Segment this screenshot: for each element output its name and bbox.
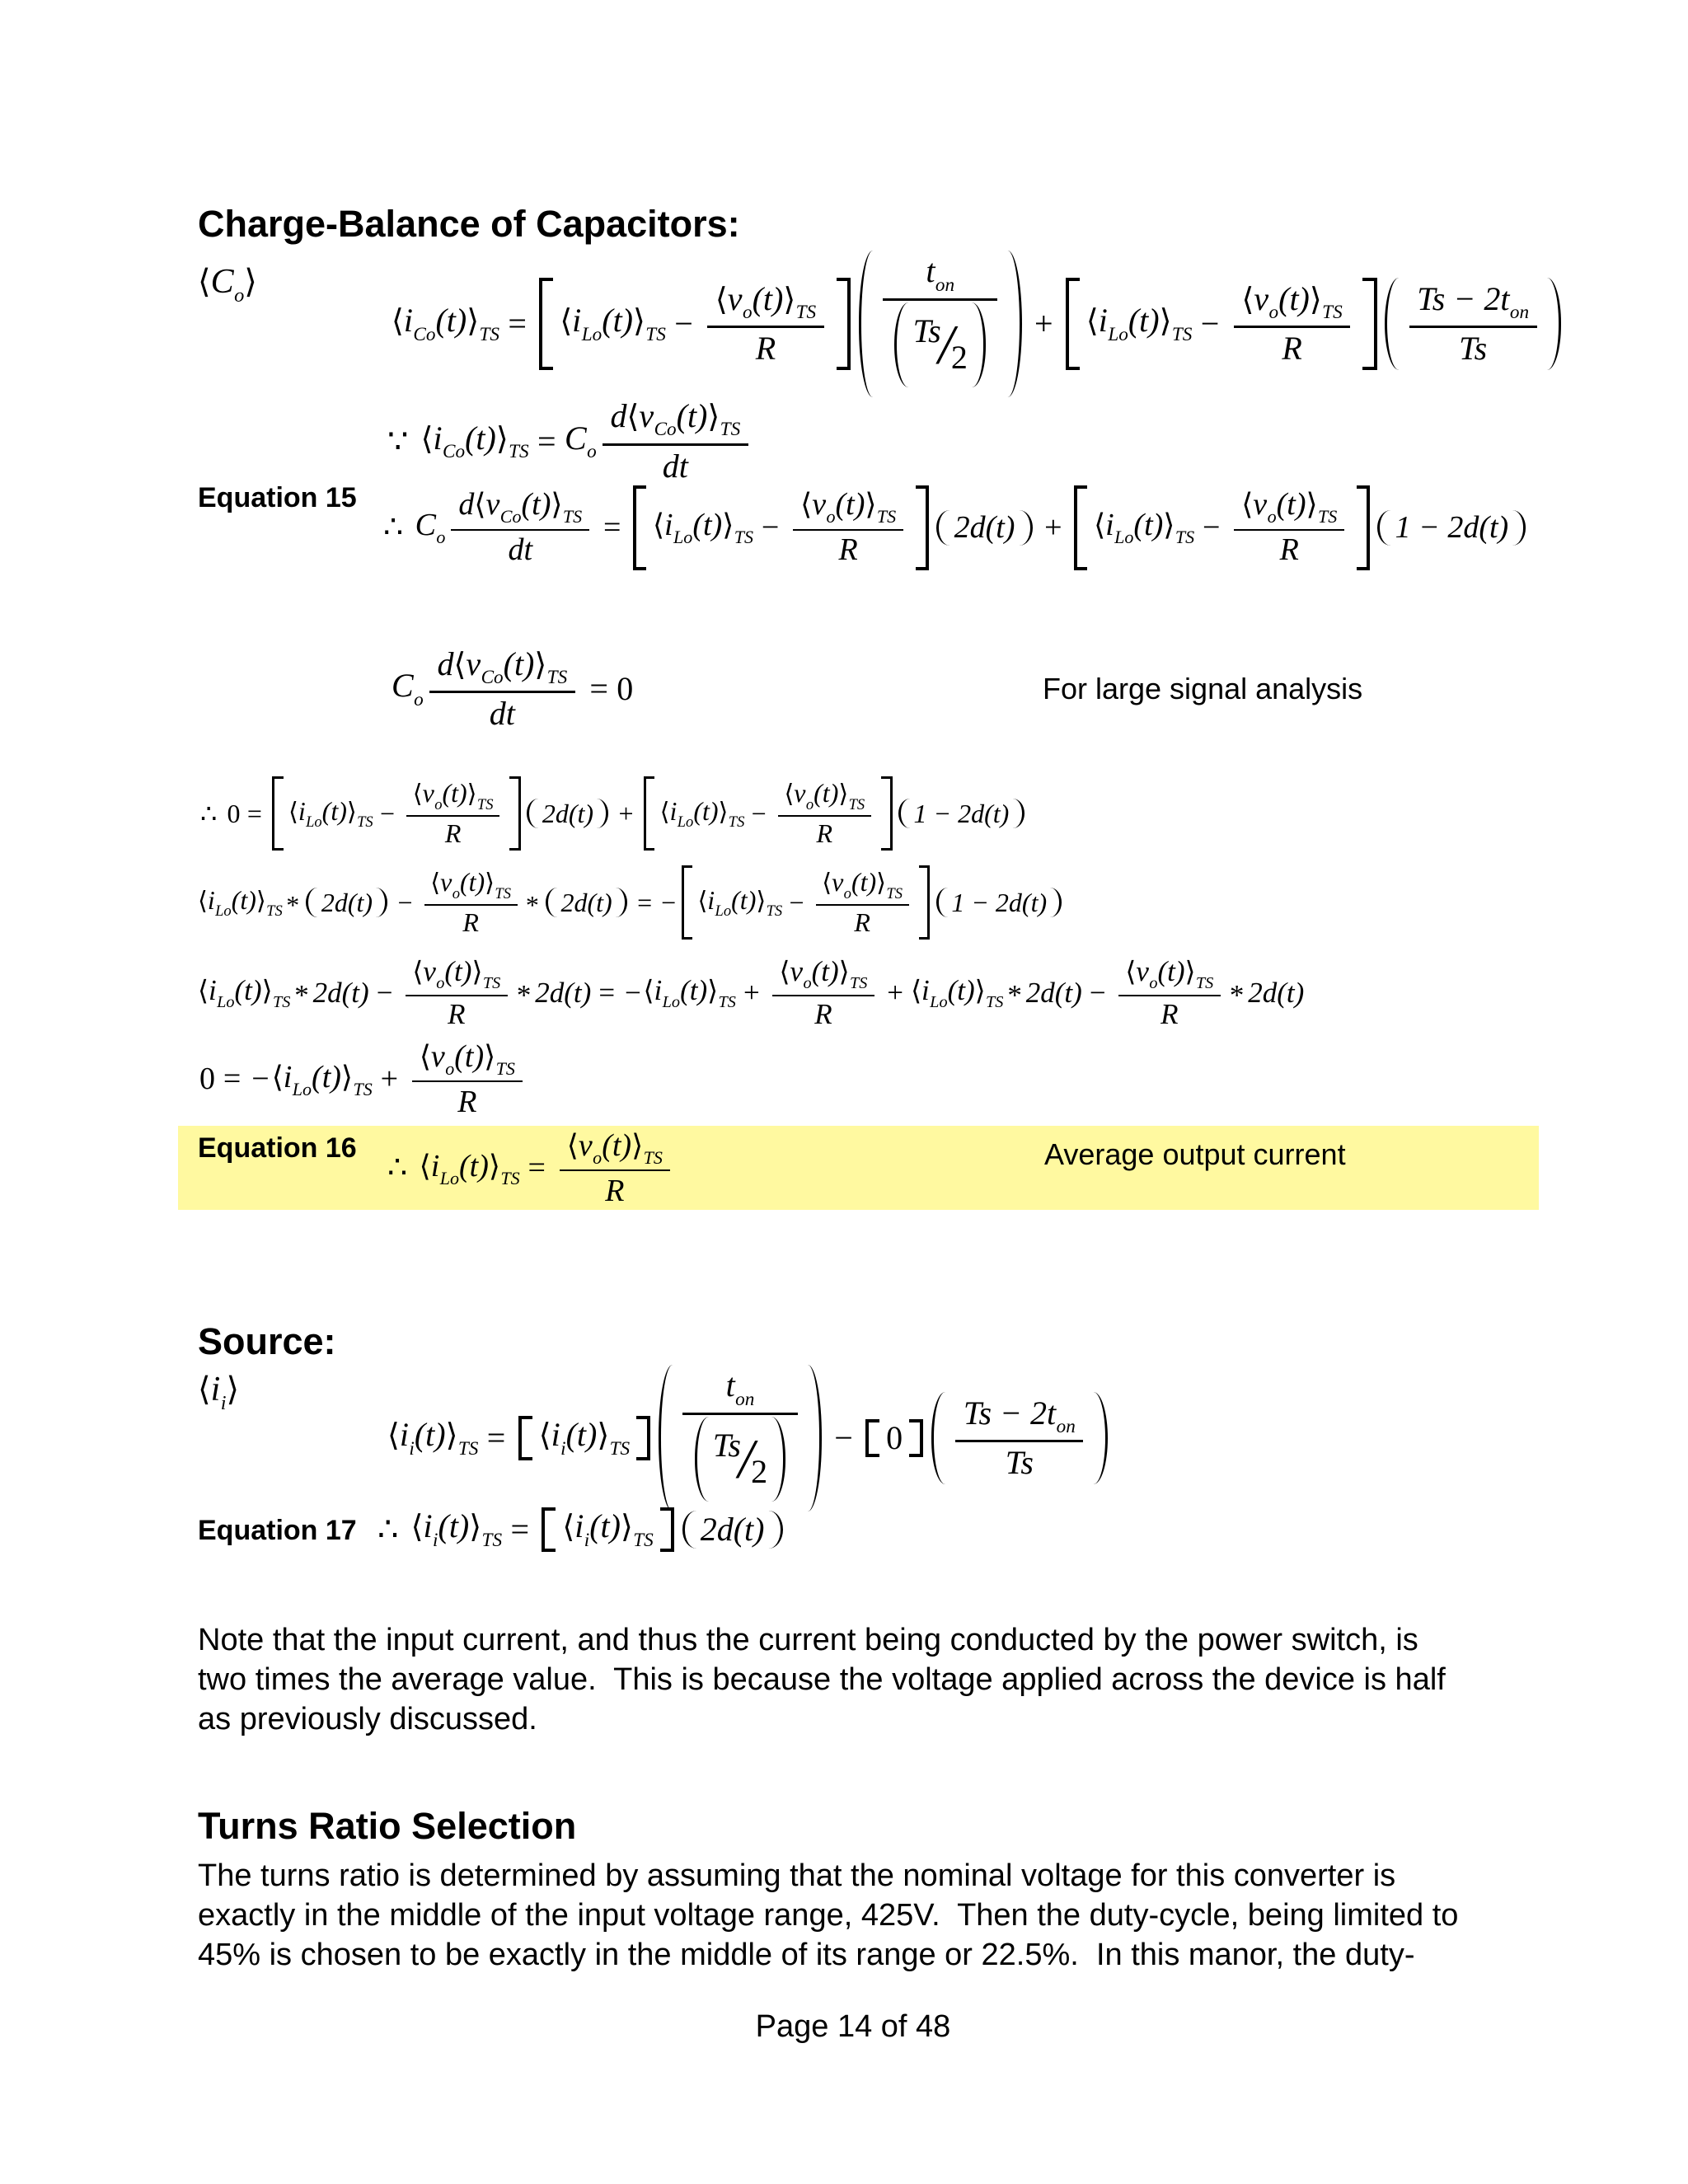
paragraph-line: Note that the input current, and thus the current being conducted by the power switch, is: [198, 1623, 1418, 1657]
left-bracket: [865, 1419, 879, 1457]
paren-1-minus-2dt: 1 − 2d(t): [1376, 493, 1527, 563]
paren-Ts-over-2: Ts / 2: [693, 1417, 787, 1501]
right-paren: [768, 1511, 782, 1549]
frac-ton-over-Ts2: $t_{on}$ Ts / 2: [883, 251, 997, 397]
right-bracket: [509, 776, 521, 850]
right-bracket: [916, 485, 930, 570]
paragraph-line: 45% is chosen to be exactly in the middle of its range or 22.5%. In this manor, the duty-: [198, 1938, 1415, 1972]
left-bracket: [518, 1416, 532, 1460]
page-footer: Page 14 of 48: [755, 2009, 951, 2044]
right-bracket: [1357, 485, 1371, 570]
left-paren: [695, 1417, 709, 1501]
left-bracket: [542, 1507, 556, 1551]
term-avg-input-current: $⟨i_i(t)⟩_{TS}$: [387, 1416, 479, 1460]
left-bracket: [682, 865, 693, 939]
right-paren: [1093, 1392, 1107, 1484]
term-avg-inductor-current: $⟨i_{Lo}(t)⟩_{TS}$: [643, 973, 736, 1011]
right-paren: [616, 888, 628, 918]
left-paren: [1385, 278, 1399, 370]
term-avg-inductor-current: $⟨i_{Lo}(t)⟩_{TS}$: [1085, 302, 1193, 345]
bracket-group: $⟨i_{Lo}(t)⟩_{TS}$ − $\frac{⟨v_o(t)⟩_{TS}}{R}$: [1066, 243, 1377, 405]
frac-ton-over-Ts2: $t_{on}$ Ts / 2: [682, 1365, 797, 1511]
left-bracket: [1066, 278, 1080, 370]
paragraph-line: two times the average value. This is because the voltage applied across the device is half: [198, 1662, 1446, 1697]
term-avg-inductor-current: $⟨i_{Lo}(t)⟩_{TS}$: [288, 795, 373, 831]
left-paren: [894, 302, 908, 387]
term-avg-inductor-current: $⟨i_{Lo}(t)⟩_{TS}$: [419, 1148, 520, 1188]
paragraph-turns-ratio: [198, 1856, 1458, 1975]
term-Co: $C_o$: [415, 508, 446, 548]
bracket-group-zero: 0: [865, 1405, 923, 1471]
frac-vo-over-R: $\frac{⟨v_o(t)⟩_{TS}}{R}$: [707, 278, 823, 370]
paragraph-line: as previously discussed.: [198, 1702, 537, 1736]
right-paren: [808, 1365, 822, 1511]
right-bracket: [837, 278, 851, 370]
left-paren: [931, 1392, 945, 1484]
left-bracket: [272, 776, 284, 850]
term-avg-inductor-current: $⟨i_{Lo}(t)⟩_{TS}$: [1094, 508, 1195, 548]
frac-dvCo-over-dt: $\frac{d⟨v_{Co}(t)⟩_{TS}}{dt}$: [603, 396, 748, 488]
left-paren: [1377, 510, 1391, 546]
frac-dvCo-over-dt: $\frac{d⟨v_{Co}(t)⟩_{TS}}{dt}$: [429, 643, 575, 735]
right-bracket: [636, 1416, 650, 1460]
left-paren: [936, 888, 949, 918]
note-large-signal: For large signal analysis: [1043, 672, 1363, 705]
paren-duty-off: [930, 1382, 1109, 1494]
bracket-group: [542, 1494, 674, 1566]
section-heading-charge-balance: Charge-Balance of Capacitors:: [198, 203, 740, 245]
frac-Tsminus2ton-over-Ts: $\frac{Ts - 2t_{on}}{Ts}$: [955, 1392, 1083, 1484]
left-paren: [859, 251, 873, 397]
frac-dvCo-over-dt: $\frac{d⟨v_{Co}(t)⟩_{TS}}{dt}$: [451, 485, 589, 570]
left-paren: [682, 1511, 696, 1549]
bracket-group: $⟨i_{Lo}(t)⟩_{TS}$ − $\frac{⟨v_o(t)⟩_{TS}}{R}$: [633, 463, 929, 592]
frac-vo-over-R: $\frac{⟨v_o(t)⟩_{TS}}{R}$: [793, 485, 903, 570]
frac-vo-over-R: $\frac{⟨v_o(t)⟩_{TS}}{R}$: [778, 776, 871, 850]
term-avg-inductor-current: $⟨i_{Lo}(t)⟩_{TS}$: [198, 973, 291, 1011]
term-avg-input-current: $⟨i_i(t)⟩_{TS}$: [538, 1416, 631, 1460]
left-paren: [306, 888, 318, 918]
term-avg-input-current: $⟨i_i(t)⟩_{TS}$: [410, 1507, 503, 1551]
equation-because-capacitor: ∵ $⟨i_{Co}(t)⟩_{TS}$ = $C_o$ $\frac{d⟨v_{Co}(t)⟩_{TS}}{dt}$: [387, 386, 754, 497]
term-avg-inductor-current: $⟨i_{Lo}(t)⟩_{TS}$: [697, 884, 783, 920]
right-bracket: [660, 1507, 674, 1551]
bracket-group: $⟨i_{Lo}(t)⟩_{TS}$ − $\frac{⟨v_o(t)⟩_{TS}}{R}$: [682, 847, 931, 958]
term-Co: $C_o$: [565, 419, 597, 463]
frac-vo-over-R: $\frac{⟨v_o(t)⟩_{TS}}{R}$: [772, 953, 874, 1033]
paren-duty-on: [857, 241, 1023, 407]
left-paren: [546, 888, 558, 918]
equation-zero-balance: ∴ 0 = $⟨i_{Lo}(t)⟩_{TS}$ − $\frac{⟨v_o(t)⟩_{TS}}{R}$ 2d(t) + $⟨i_{Lo}(t)⟩_{TS}$ − $\frac{⟨v_o(t)⟩_{TS}}{R}$ 1 − 2d(t): [200, 756, 1027, 871]
frac-vo-over-R: $\frac{⟨v_o(t)⟩_{TS}}{R}$: [406, 776, 499, 850]
paren-duty-off: [1384, 268, 1563, 380]
equation-large-signal: $C_o$ $\frac{d⟨v_{Co}(t)⟩_{TS}}{dt}$ = 0: [392, 641, 633, 737]
paren-2dt: 2d(t): [305, 882, 388, 923]
term-avg-input-current: $⟨i_i(t)⟩_{TS}$: [562, 1507, 654, 1551]
term-avg-inductor-current: $⟨i_{Lo}(t)⟩_{TS}$: [659, 795, 745, 831]
note-average-output-current: Average output current: [1044, 1137, 1346, 1171]
term-ii-averaged: $⟨i_i⟩$: [198, 1371, 240, 1414]
right-paren: [597, 799, 609, 829]
equation-16: ∴ $⟨i_{Lo}(t)⟩_{TS}$ = $\frac{⟨v_o(t)⟩_{TS}}{R}$: [387, 1129, 676, 1208]
frac-Tsminus2ton-over-Ts: $\frac{Ts - 2t_{on}}{Ts}$: [1409, 278, 1537, 370]
left-bracket: [1074, 485, 1088, 570]
bracket-group: $⟨i_{Lo}(t)⟩_{TS}$ − $\frac{⟨v_o(t)⟩_{TS}}{R}$: [644, 758, 893, 869]
frac-vo-over-R: $\frac{⟨v_o(t)⟩_{TS}}{R}$: [1234, 278, 1350, 370]
frac-vo-over-R: $\frac{⟨v_o(t)⟩_{TS}}{R}$: [560, 1127, 670, 1212]
equation-16-label: Equation 16: [198, 1132, 357, 1164]
paren-2dt: 2d(t): [681, 1504, 784, 1555]
bracket-group: $⟨i_{Lo}(t)⟩_{TS}$ − $\frac{⟨v_o(t)⟩_{TS}}{R}$: [272, 758, 521, 869]
left-paren: [898, 799, 911, 829]
right-paren: [1007, 251, 1021, 397]
paren-2dt: 2d(t): [935, 493, 1034, 563]
equation-15-label: Equation 15: [198, 482, 357, 513]
diagonal-slash: /: [938, 313, 954, 377]
left-paren: [936, 510, 950, 546]
equation-input-current: $⟨i_i(t)⟩_{TS}$ = $⟨i_i(t)⟩_{TS}$ $t_{on}$ Ts / 2 − 0 $\frac{Ts - 2t_{on}}{Ts}$: [387, 1356, 1112, 1521]
equation-simplified: 0 = − $⟨i_{Lo}(t)⟩_{TS}$ + $\frac{⟨v_o(t)⟩_{TS}}{R}$: [199, 1024, 528, 1135]
term-Co-averaged: $⟨C_o⟩$: [198, 263, 257, 307]
paragraph-input-current-note: [198, 1620, 1446, 1739]
frac-vo-over-R: $\frac{⟨v_o(t)⟩_{TS}}{R}$: [1118, 953, 1221, 1033]
equation-15: ∴ $C_o$ $\frac{d⟨v_{Co}(t)⟩_{TS}}{dt}$ = $⟨i_{Lo}(t)⟩_{TS}$ − $\frac{⟨v_o(t)⟩_{TS}}{R}$ 2d(t) + $⟨i_{Lo}(t)⟩_{TS}$ − $\frac{⟨v_o(t)⟩_{TS}}{R}$ 1 − 2d(t): [383, 456, 1530, 600]
left-bracket: [644, 776, 655, 850]
bracket-group: $⟨i_{Lo}(t)⟩_{TS}$ − $\frac{⟨v_o(t)⟩_{TS}}{R}$: [1074, 463, 1370, 592]
frac-vo-over-R: $\frac{⟨v_o(t)⟩_{TS}}{R}$: [424, 865, 518, 939]
left-paren: [659, 1365, 673, 1511]
term-avg-inductor-current: $⟨i_{Lo}(t)⟩_{TS}$: [198, 884, 283, 920]
paren-Ts-over-2: Ts / 2: [893, 302, 987, 387]
right-bracket: [909, 1419, 923, 1457]
frac-vo-over-R: $\frac{⟨v_o(t)⟩_{TS}}{R}$: [412, 1038, 523, 1122]
right-paren: [972, 302, 986, 387]
term-avg-inductor-current: $⟨i_{Lo}(t)⟩_{TS}$: [911, 973, 1004, 1011]
right-paren: [376, 888, 388, 918]
equation-expand-step1: $⟨i_{Lo}(t)⟩_{TS}$ * 2d(t) − $\frac{⟨v_o(t)⟩_{TS}}{R}$ * 2d(t) = − $⟨i_{Lo}(t)⟩_{TS}$ − $\frac{⟨v_o(t)⟩_{TS}}{R}$ 1 − 2d(t): [198, 845, 1065, 960]
equation-capacitor-current: $⟨i_{Co}(t)⟩_{TS}$ = $⟨i_{Lo}(t)⟩_{TS}$ − $\frac{⟨v_o(t)⟩_{TS}}{R}$ $t_{on}$ Ts / 2 + $⟨i_{Lo}(t)⟩_{TS}$ − $\frac{⟨v_o(t)⟩_{TS}}{R}$ $\frac{Ts - 2t_{on}}{Ts}$: [392, 246, 1565, 402]
paragraph-line: exactly in the middle of the input voltage range, 425V. Then the duty-cycle, being limited to: [198, 1898, 1459, 1933]
bracket-group: $⟨i_{Lo}(t)⟩_{TS}$ − $\frac{⟨v_o(t)⟩_{TS}}{R}$: [539, 243, 851, 405]
term-avg-capacitor-current: $⟨i_{Co}(t)⟩_{TS}$: [392, 302, 500, 345]
right-paren: [1050, 888, 1062, 918]
equation-17: ∴ $⟨i_i(t)⟩_{TS}$ = $⟨i_i(t)⟩_{TS}$ 2d(t): [377, 1493, 786, 1566]
diagonal-slash: /: [738, 1427, 754, 1491]
right-bracket: [919, 865, 931, 939]
frac-vo-over-R: $\frac{⟨v_o(t)⟩_{TS}}{R}$: [816, 865, 909, 939]
right-bracket: [1362, 278, 1376, 370]
frac-vo-over-R: $\frac{⟨v_o(t)⟩_{TS}}{R}$: [406, 953, 508, 1033]
section-heading-source: Source:: [198, 1320, 336, 1362]
left-paren: [527, 799, 539, 829]
right-paren: [1019, 510, 1033, 546]
right-paren: [1547, 278, 1561, 370]
right-paren: [771, 1417, 785, 1501]
right-paren: [1012, 799, 1025, 829]
right-bracket: [881, 776, 893, 850]
term-Co: $C_o$: [392, 667, 424, 710]
paren-1-minus-2dt: 1 − 2d(t): [898, 784, 1025, 843]
equation-expand-step2: $⟨i_{Lo}(t)⟩_{TS}$ * 2d(t) − $\frac{⟨v_o(t)⟩_{TS}}{R}$ * 2d(t) = − $⟨i_{Lo}(t)⟩_{TS}$ + $\frac{⟨v_o(t)⟩_{TS}}{R}$ + $⟨i_{Lo}(t)⟩_{TS}$ * 2d(t) − $\frac{⟨v_o(t)⟩_{TS}}{R}$ * 2d(t): [198, 935, 1304, 1051]
right-paren: [1512, 510, 1526, 546]
left-bracket: [539, 278, 553, 370]
paragraph-line: The turns ratio is determined by assuming that the nominal voltage for this converter is: [198, 1858, 1396, 1893]
bracket-group: [518, 1403, 651, 1474]
section-heading-turns-ratio: Turns Ratio Selection: [198, 1805, 577, 1847]
paren-2dt: 2d(t): [526, 784, 609, 843]
paren-2dt: 2d(t): [545, 882, 628, 923]
term-avg-capacitor-current: $⟨i_{Co}(t)⟩_{TS}$: [420, 419, 529, 463]
term-avg-inductor-current: $⟨i_{Lo}(t)⟩_{TS}$: [652, 508, 753, 548]
equation-17-label: Equation 17: [198, 1515, 357, 1546]
frac-vo-over-R: $\frac{⟨v_o(t)⟩_{TS}}{R}$: [1234, 485, 1344, 570]
left-bracket: [633, 485, 647, 570]
term-avg-inductor-current: $⟨i_{Lo}(t)⟩_{TS}$: [271, 1059, 373, 1099]
paren-1-minus-2dt: 1 − 2d(t): [935, 873, 1063, 932]
term-avg-inductor-current: $⟨i_{Lo}(t)⟩_{TS}$: [560, 302, 666, 345]
